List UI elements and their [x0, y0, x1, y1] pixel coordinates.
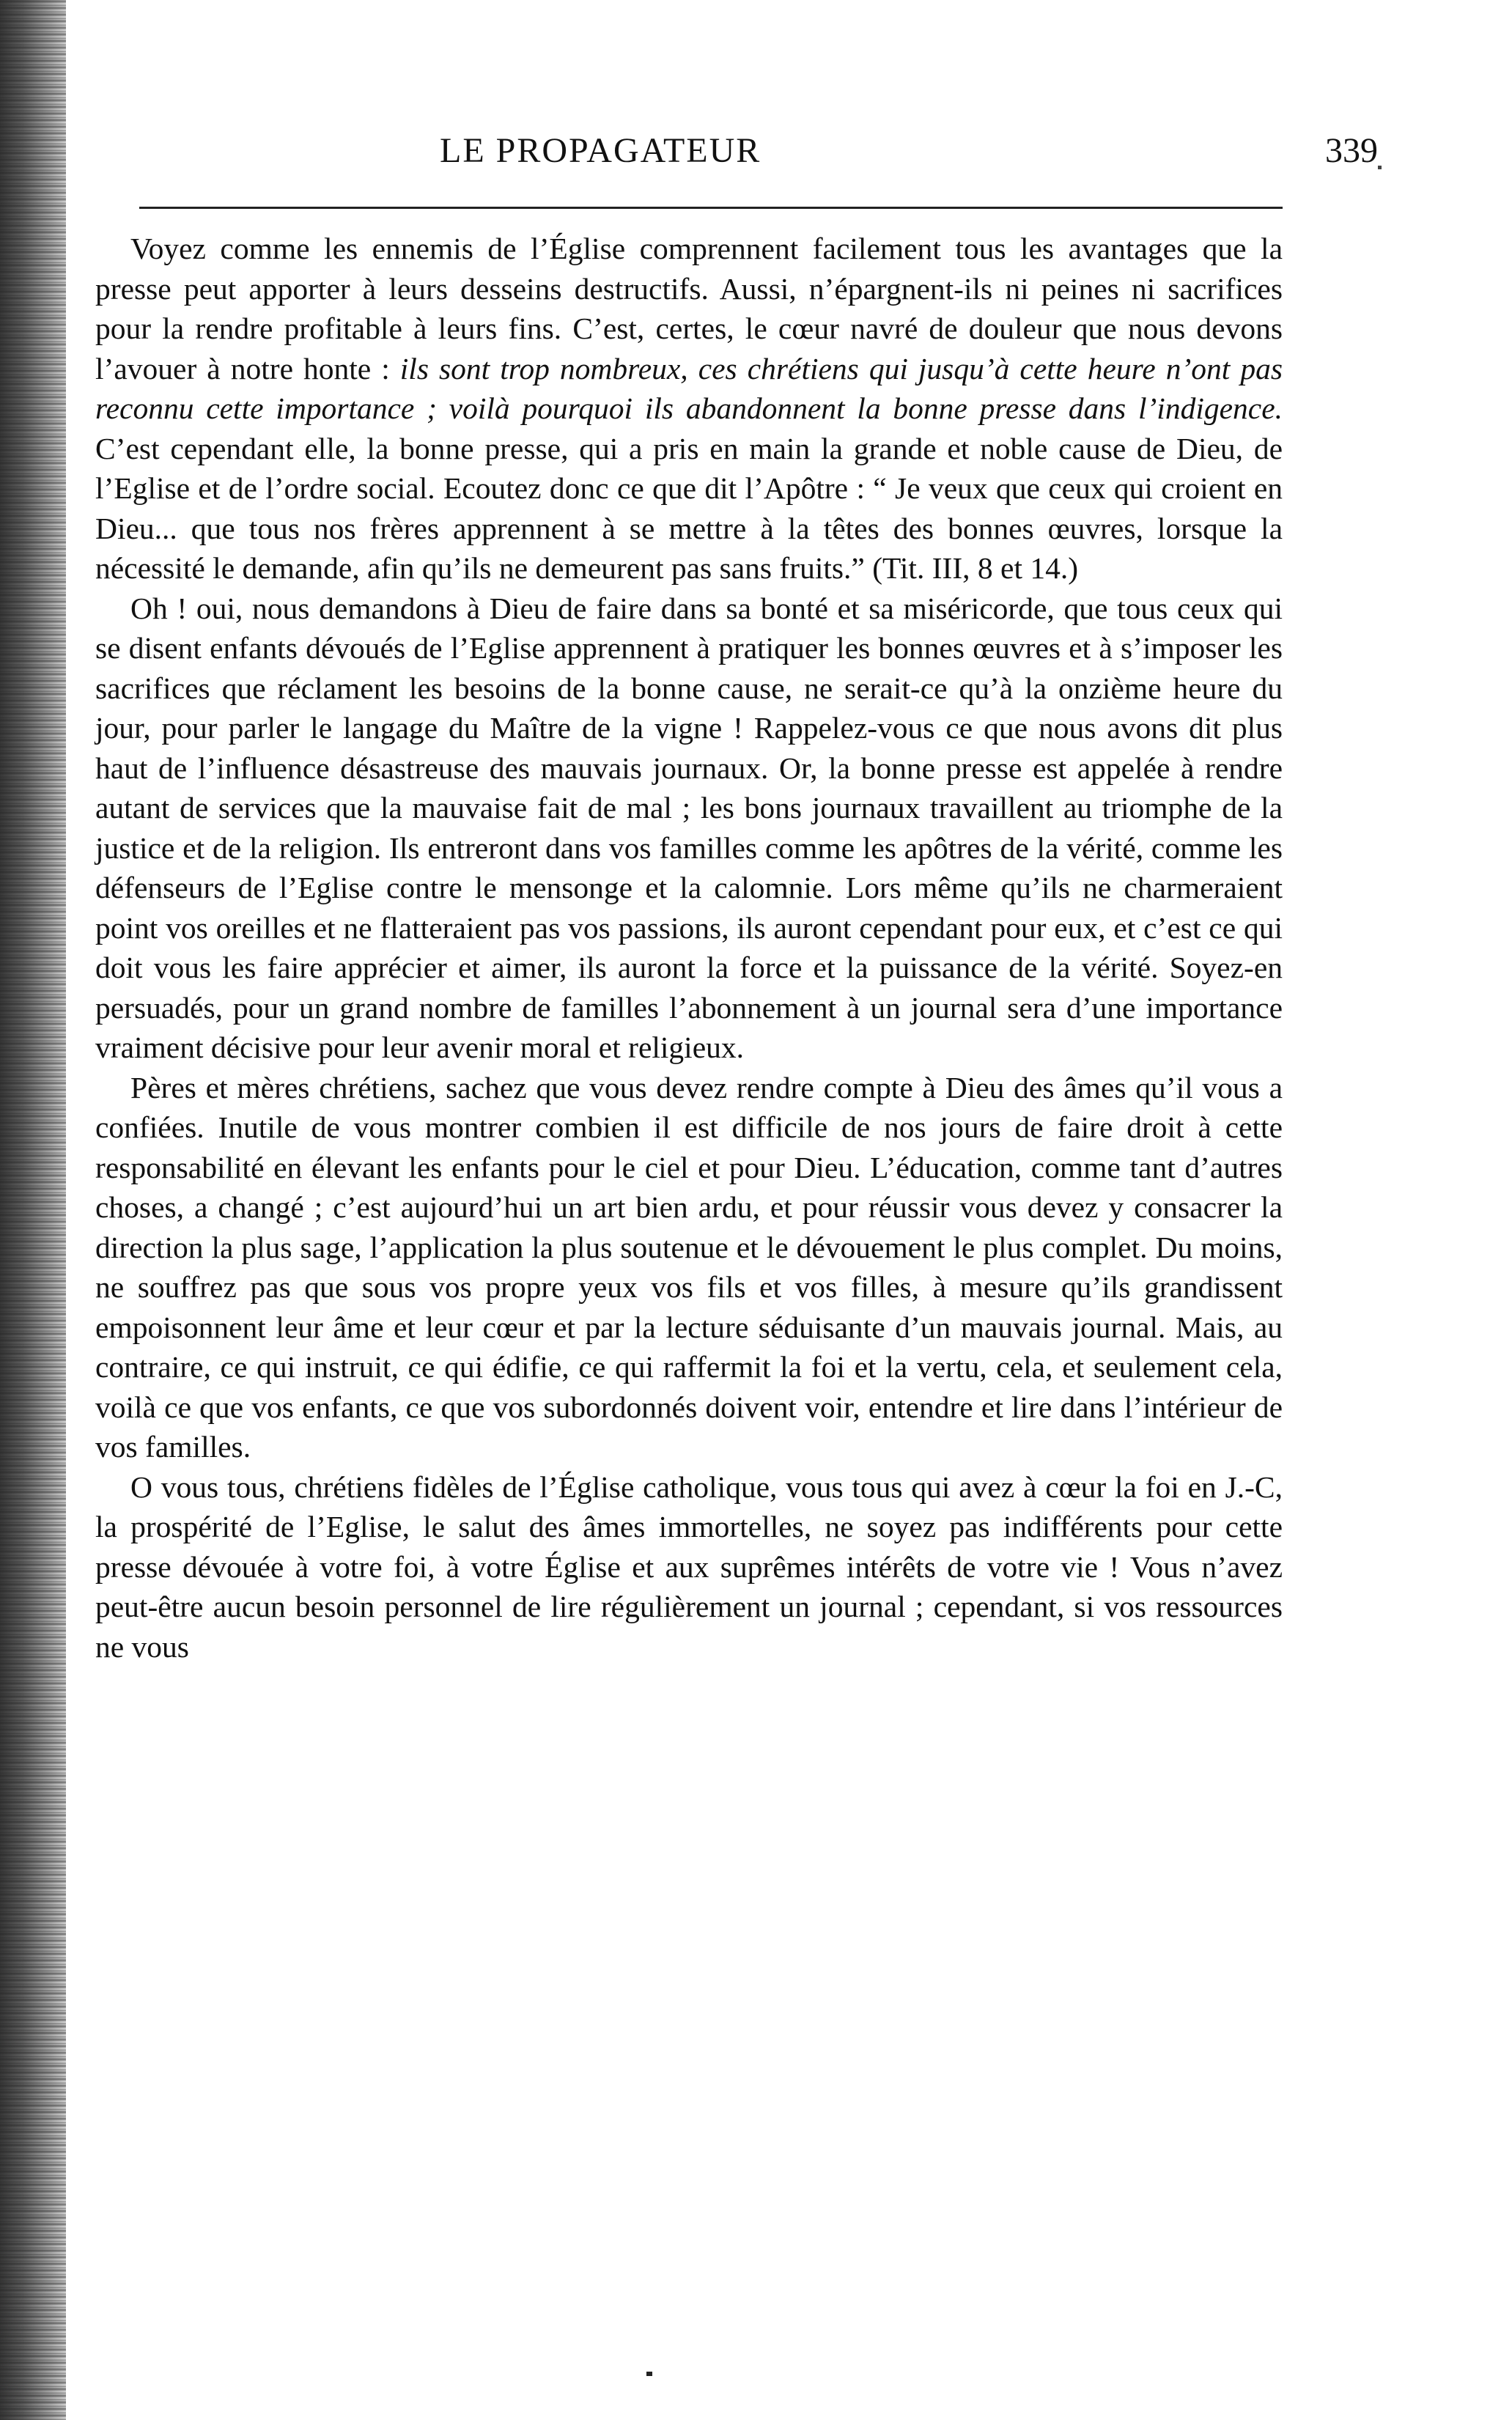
paragraph-1	[95, 229, 1283, 589]
bottom-speck	[646, 2372, 652, 2376]
article-body	[95, 229, 1283, 1667]
paragraph-4: O vous tous, chrétiens fidèles de l’Église catholique, vous tous qui avez à cœur la foi en J.-C, la prospérité de l’Eglise, le salut des âmes immortelles, ne soyez pas indifférents pour cette presse dévouée à votre foi, à votre Église et aux suprêmes intérêts de votre vie ! Vous n’avez peut-être aucun besoin personnel de lire régulièrement un journal ; cependant, si vos ressources ne vous	[95, 1469, 1283, 1664]
running-title: LE PROPAGATEUR	[440, 131, 761, 170]
paragraph-2: Oh ! oui, nous demandons à Dieu de faire dans sa bonté et sa miséricorde, que tous ceux qui se disent enfants dévoués de l’Eglise apprennent à pratiquer les bonnes œuvres et à s’imposer les sacrifices que réclament les besoins de la bonne cause, ne serait-ce qu’à la onzième heure du jour, pour parler le langage du Maître de la vigne ! Rappelez-vous ce que nous avons dit plus haut de l’influence désastreuse des mauvais journaux. Or, la bonne presse est appelée à rendre autant de services que la mauvaise fait de mal ; les bons journaux travaillent au triomphe de la justice et de la religion. Ils entreront dans vos familles comme les apôtres de la vérité, comme les défenseurs de l’Eglise contre le mensonge et la calomnie. Lors même qu’ils ne charmeraient point vos oreilles et ne flatteraient pas vos passions, ils auront cependant pour eux, et c’est ce qui doit vous les faire apprécier et aimer, ils auront la force et la puissance de la vérité. Soyez-en persuadés, pour un grand nombre de familles l’abonnement à un journal sera d’une importance vraiment décisive pour leur avenir moral et religieux.	[95, 591, 1283, 1064]
header-rule	[139, 207, 1283, 209]
paragraph-1-text-b: C’est cependant elle, la bonne presse, qui a pris en main la grande et noble cause de Dieu, de l’Eglise et de l’ordre social. Ecoutez donc ce que dit l’Apôtre : “ Je veux que ceux qui croient en Dieu... que tous nos frères apprennent à se mettre à la têtes des bonnes œuvres, lorsque la nécessité le demande, afin qu’ils ne demeurent pas sans fruits.” (Tit. III, 8 et 14.)	[95, 431, 1283, 585]
binding-shadow	[0, 0, 66, 2420]
margin-speck	[1378, 166, 1382, 169]
paragraph-1-italic: ils sont trop nombreux, ces chrétiens qui jusqu’à cette heure n’ont pas reconnu cette importance ; voilà pourquoi ils abandonnent la bonne presse dans l’indigence.	[95, 351, 1283, 425]
page-number: 339	[1325, 131, 1378, 170]
paragraph-1-text-a: Voyez comme les ennemis de l’Église comprennent facilement tous les avantages que la presse peut apporter à leurs desseins destructifs. Aussi, n’épargnent-ils ni peines ni sacrifices pour la rendre profitable à leurs fins. C’est, certes, le cœur navré de douleur que nous devons l’avouer à notre honte :	[95, 232, 1283, 385]
page-header	[440, 130, 1378, 189]
paragraph-3: Pères et mères chrétiens, sachez que vous devez rendre compte à Dieu des âmes qu’il vous a confiées. Inutile de vous montrer combien il est difficile de nos jours de faire droit à cette responsabilité en élevant les enfants pour le ciel et pour Dieu. L’éducation, comme tant d’autres choses, a changé ; c’est aujourd’hui un art bien ardu, et pour réussir vous devez y consacrer la direction la plus sage, l’application la plus soutenue et le dévouement le plus complet. Du moins, ne souffrez pas que sous vos propre yeux vos fils et vos filles, à mesure qu’ils grandissent empoisonnent leur âme et leur cœur et par la lecture séduisante d’un mauvais journal. Mais, au contraire, ce qui instruit, ce qui édifie, ce qui raffermit la foi et la vertu, cela, et seulement cela, voilà ce que vos enfants, ce que vos subordonnés doivent voir, entendre et lire dans l’intérieur de vos familles.	[95, 1070, 1283, 1464]
